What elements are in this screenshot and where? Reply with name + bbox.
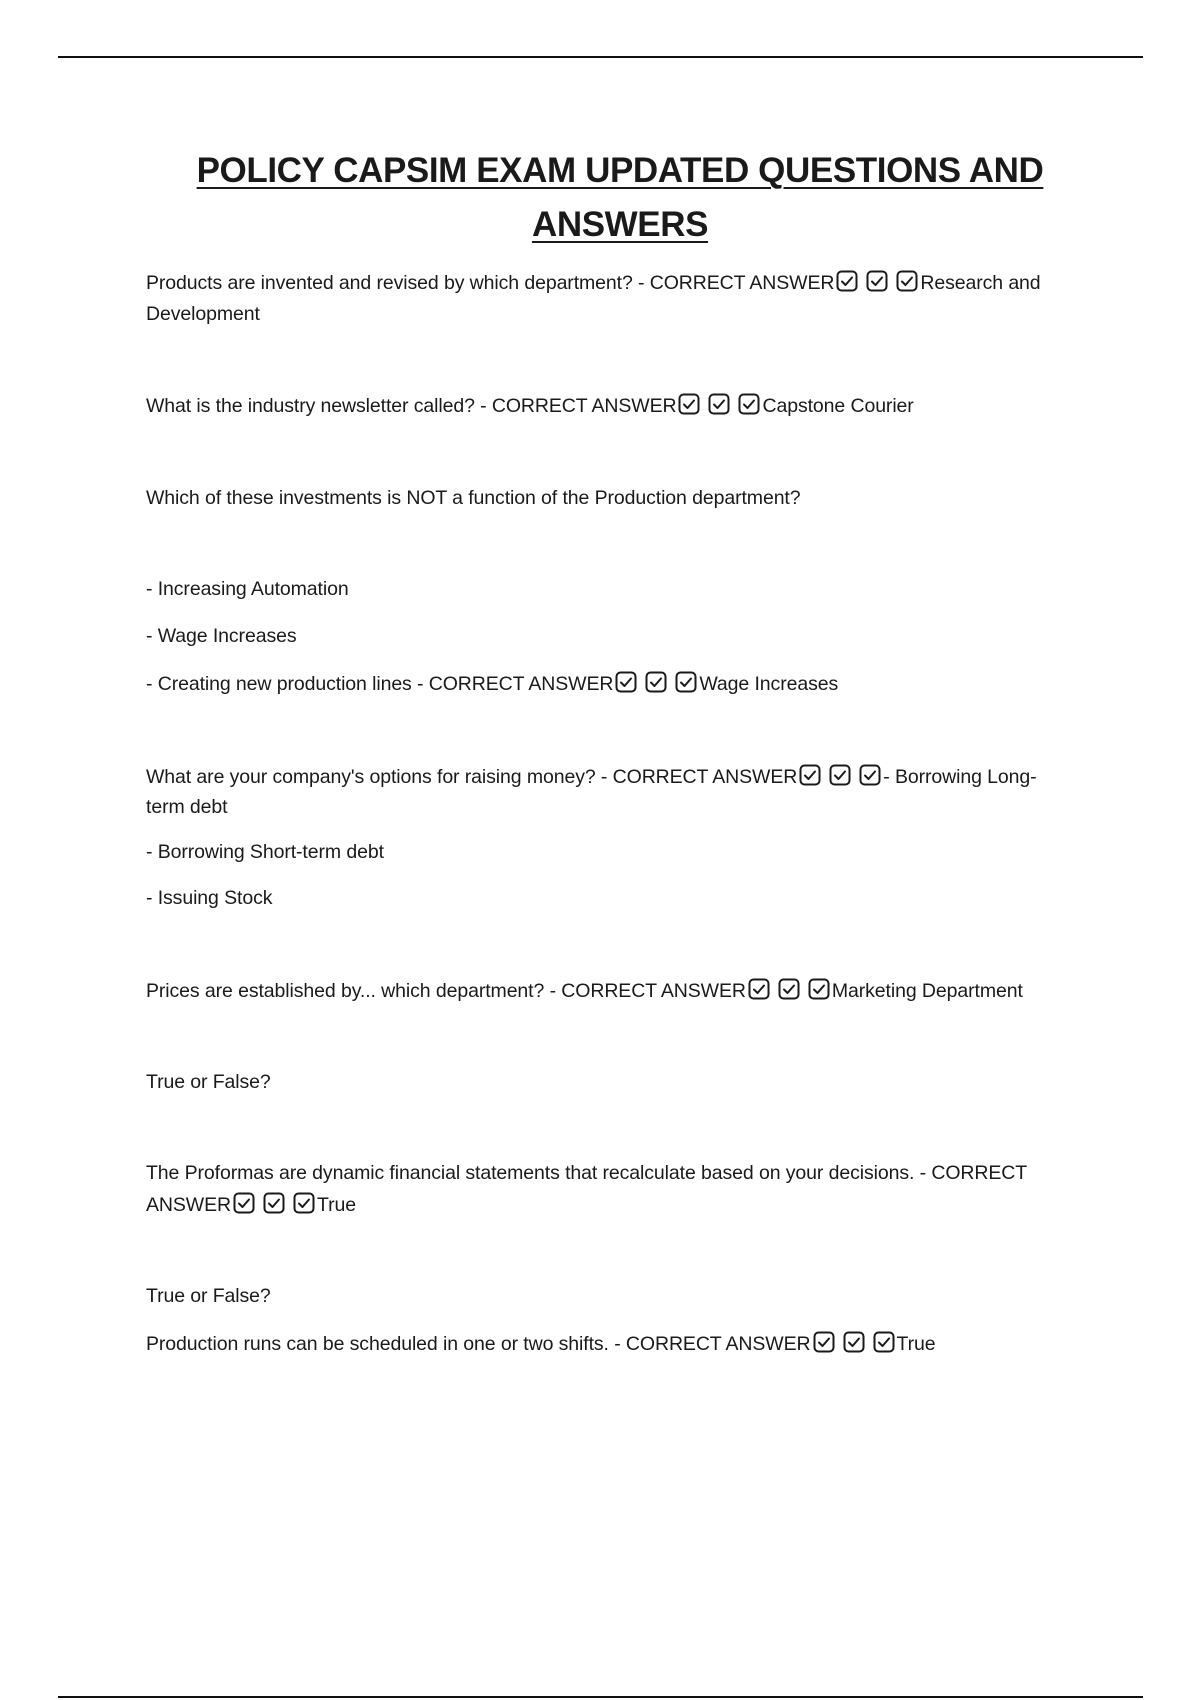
check-marks xyxy=(799,764,882,786)
check-marks xyxy=(678,393,761,415)
question-text: Prices are established by... which department? - xyxy=(146,980,562,1002)
checkbox-checked-icon xyxy=(843,1331,865,1353)
answer-text: - Borrowing Long- xyxy=(883,766,1037,788)
question-text: What are your company's options for raising money? - xyxy=(146,766,613,788)
question-text: True or False? xyxy=(146,1285,271,1307)
answer-text: True xyxy=(896,1333,936,1355)
checkbox-checked-icon xyxy=(799,764,821,786)
top-rule xyxy=(58,56,1143,58)
question-text: Which of these investments is NOT a function of the Production department? xyxy=(146,487,801,509)
answer-text: term debt xyxy=(146,796,228,818)
correct-answer-label: CORRECT ANSWER xyxy=(491,395,677,417)
bottom-rule xyxy=(58,1696,1143,1698)
question-text: Products are invented and revised by which department? - xyxy=(146,272,650,294)
question-7-intro xyxy=(146,1281,271,1311)
checkbox-checked-icon xyxy=(866,270,888,292)
option-item xyxy=(146,621,297,651)
question-6-continuation xyxy=(146,1190,356,1220)
answer-text: - Issuing Stock xyxy=(146,887,273,909)
question-1 xyxy=(146,268,1041,298)
checkbox-checked-icon xyxy=(896,270,918,292)
question-text: What is the industry newsletter called? - xyxy=(146,395,492,417)
checkbox-checked-icon xyxy=(678,393,700,415)
checkbox-checked-icon xyxy=(293,1192,315,1214)
checkbox-checked-icon xyxy=(675,671,697,693)
document-title xyxy=(130,144,1110,252)
checkbox-checked-icon xyxy=(738,393,760,415)
option-item xyxy=(146,574,349,604)
title-line-2: ANSWERS xyxy=(531,205,709,244)
question-5 xyxy=(146,976,1023,1006)
answer-text: - Borrowing Short-term debt xyxy=(146,841,384,863)
correct-answer-label: CORRECT ANSWER xyxy=(428,673,614,695)
answer-text: Capstone Courier xyxy=(762,395,914,417)
question-text: True or False? xyxy=(146,1071,271,1093)
checkbox-checked-icon xyxy=(808,978,830,1000)
check-marks xyxy=(813,1331,896,1353)
checkbox-checked-icon xyxy=(836,270,858,292)
question-text: The Proformas are dynamic financial statements that recalculate based on your decisions. - CORRECT xyxy=(146,1162,1028,1184)
checkbox-checked-icon xyxy=(859,764,881,786)
question-7 xyxy=(146,1329,935,1359)
correct-answer-label: CORRECT ANSWER xyxy=(561,980,746,1002)
correct-answer-label: CORRECT ANSWER xyxy=(625,1333,811,1355)
correct-answer-label: CORRECT ANSWER xyxy=(649,272,835,294)
checkbox-checked-icon xyxy=(813,1331,835,1353)
answer-text: Marketing Department xyxy=(831,980,1023,1002)
checkbox-checked-icon xyxy=(708,393,730,415)
question-2 xyxy=(146,391,914,421)
answer-item xyxy=(146,883,272,913)
checkbox-checked-icon xyxy=(873,1331,895,1353)
correct-answer-label: ANSWER xyxy=(146,1194,231,1216)
question-text: Production runs can be scheduled in one or two shifts. - xyxy=(146,1333,626,1355)
checkbox-checked-icon xyxy=(615,671,637,693)
answer-text: Wage Increases xyxy=(699,673,839,695)
question-4-continuation xyxy=(146,792,227,822)
question-3 xyxy=(146,483,801,513)
checkbox-checked-icon xyxy=(748,978,770,1000)
checkbox-checked-icon xyxy=(263,1192,285,1214)
answer-text: True xyxy=(317,1194,356,1216)
check-marks xyxy=(615,671,698,693)
correct-answer-label: CORRECT ANSWER xyxy=(612,766,798,788)
checkbox-checked-icon xyxy=(233,1192,255,1214)
option-text: - Wage Increases xyxy=(146,625,297,647)
question-4 xyxy=(146,762,1037,792)
option-item xyxy=(146,669,838,699)
checkbox-checked-icon xyxy=(829,764,851,786)
question-1-continuation xyxy=(146,299,260,329)
option-text: - Creating new production lines - xyxy=(146,673,429,695)
question-6 xyxy=(146,1158,1027,1188)
check-marks xyxy=(836,270,919,292)
answer-text: Research and xyxy=(920,272,1041,294)
answer-item xyxy=(146,837,384,867)
option-text: - Increasing Automation xyxy=(146,578,349,600)
question-6-intro xyxy=(146,1067,271,1097)
check-marks xyxy=(748,978,831,1000)
answer-text: Development xyxy=(146,303,260,325)
check-marks xyxy=(233,1192,316,1214)
title-line-1: POLICY CAPSIM EXAM UPDATED QUESTIONS AND xyxy=(196,151,1044,190)
checkbox-checked-icon xyxy=(778,978,800,1000)
checkbox-checked-icon xyxy=(645,671,667,693)
